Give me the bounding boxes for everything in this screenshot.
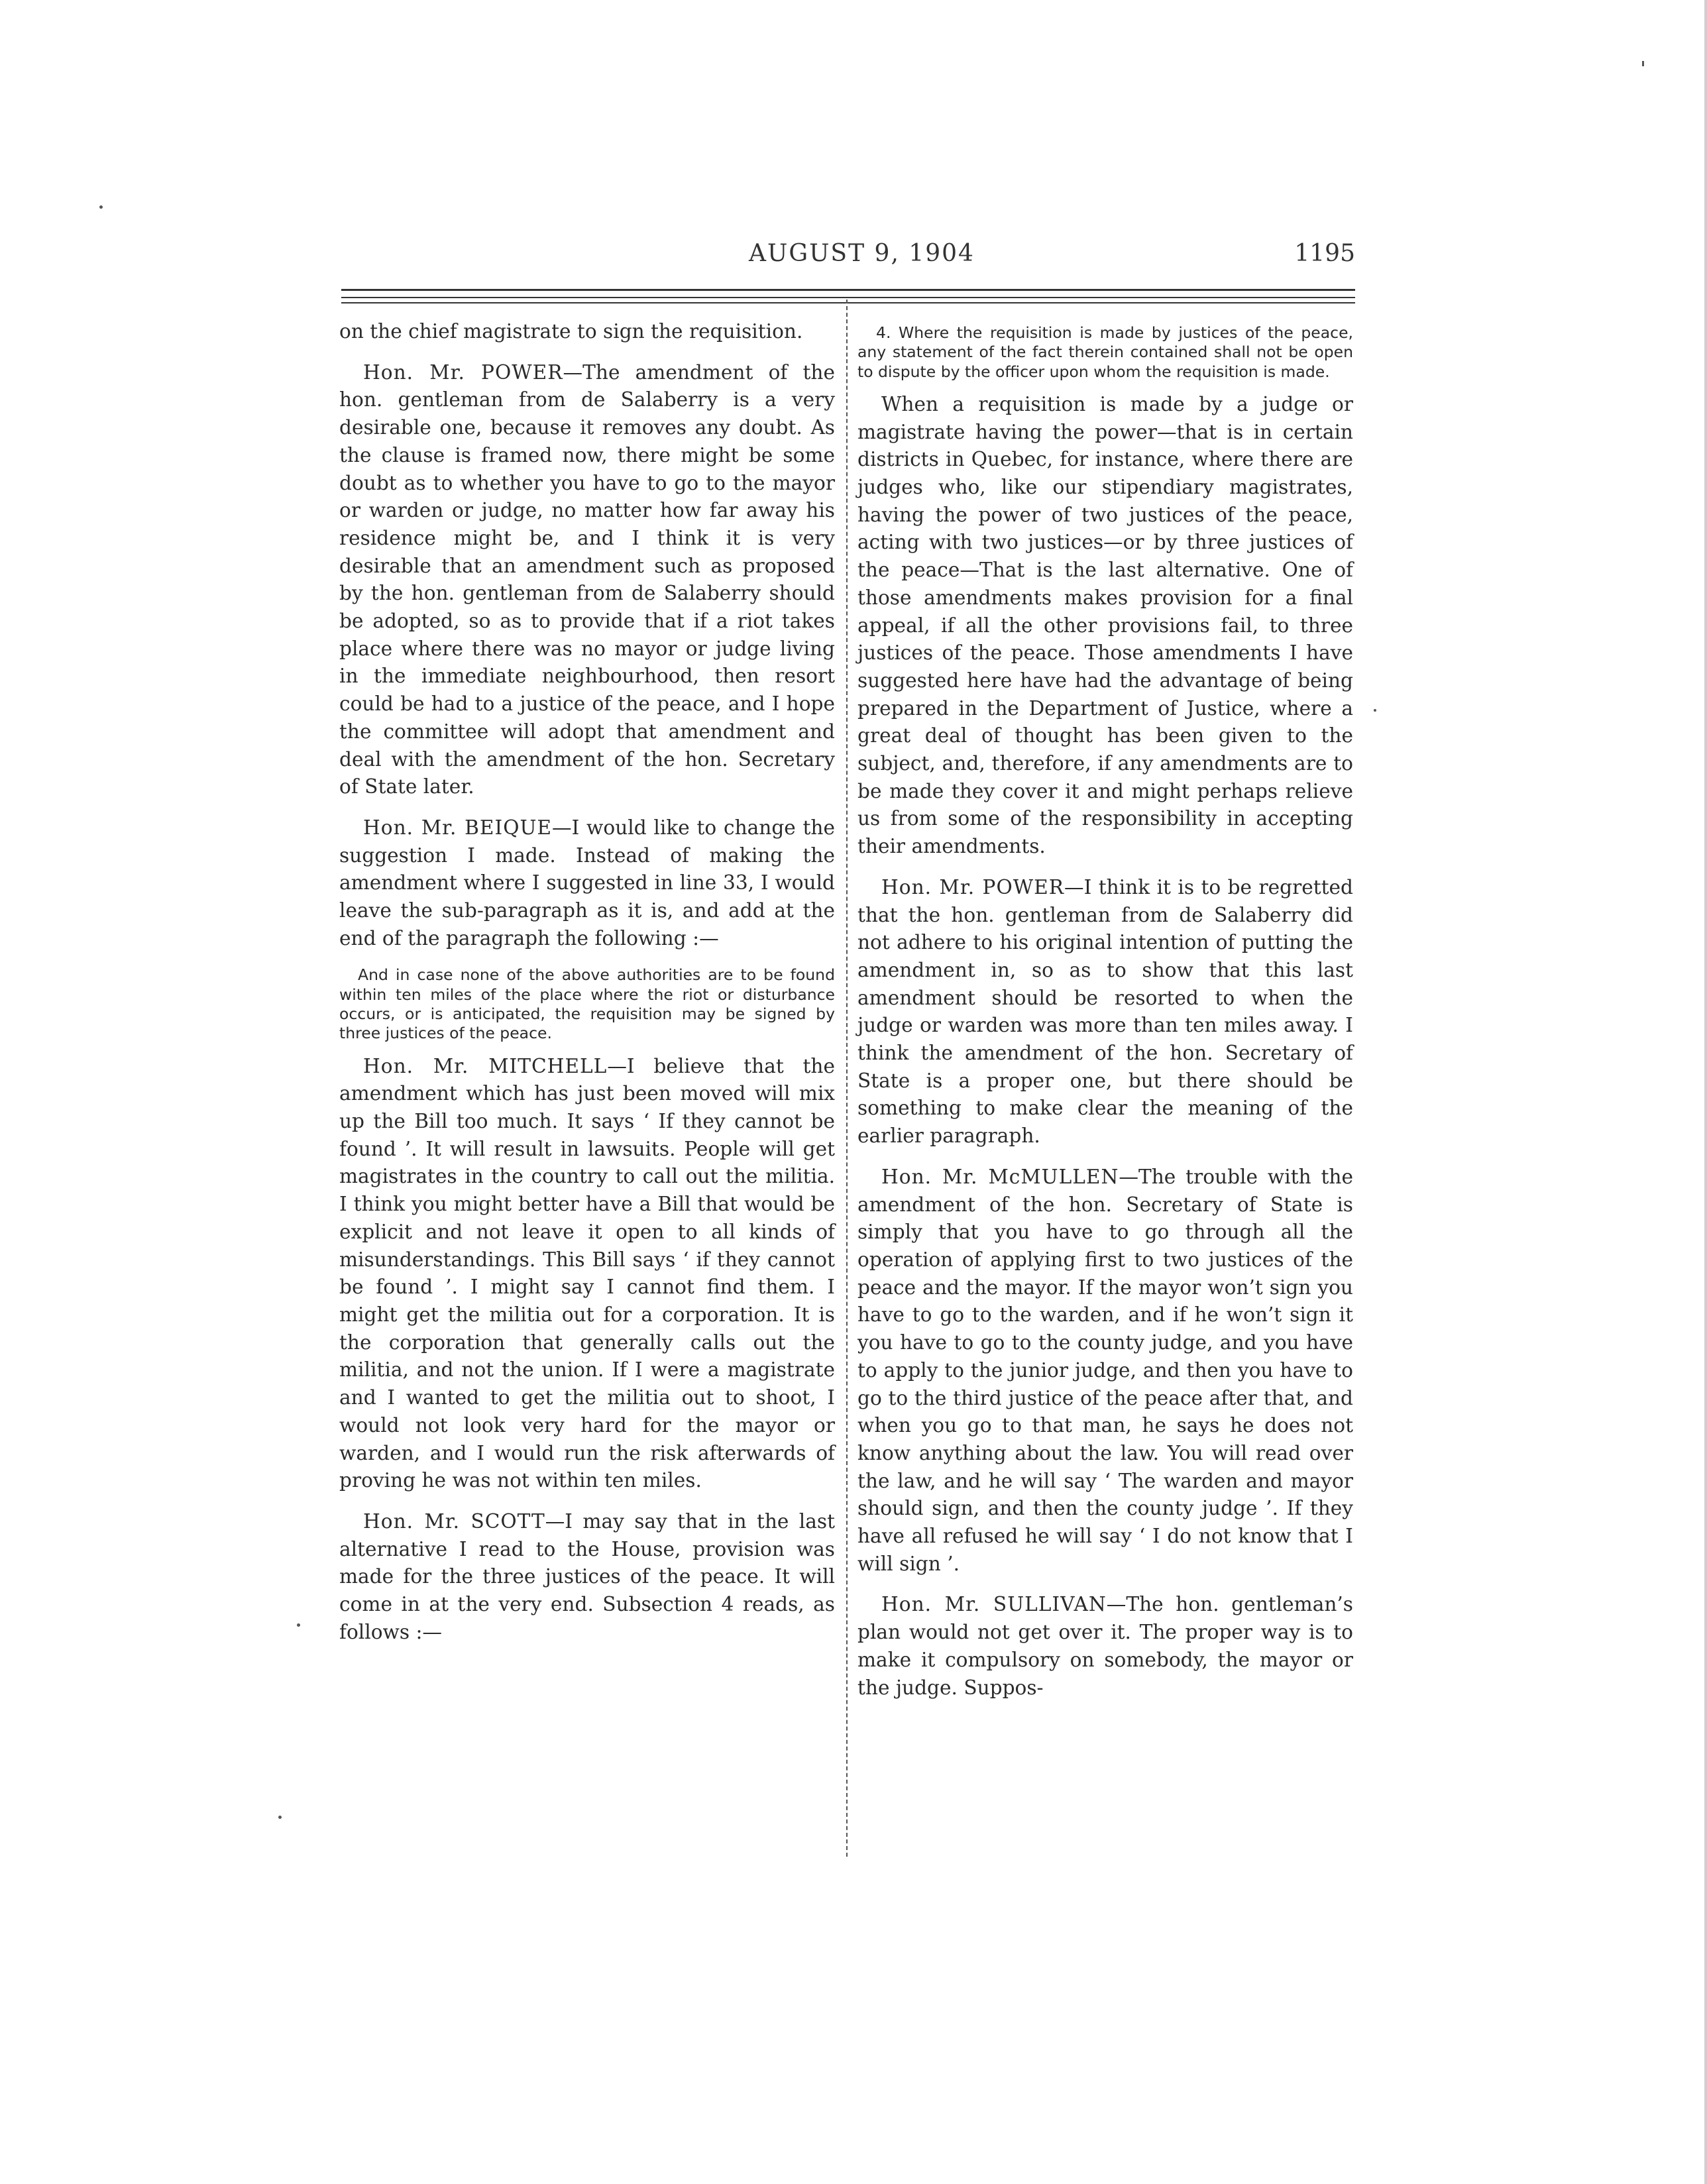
speech-text: —I may say that in the last alternative I read to the House, provision was made for the three justices of the peace. It will come in at the very end. Subsection 4 reads, as follows :— (339, 1509, 835, 1643)
speech-text: —The trouble with the amendment of the hon. Secretary of State is simply that you have to go through all the operation of applying first to two justices of the peace and the mayor. If the mayor won’t sign you have to go to the warden, and if he won’t sign it you have to go to the county judge, and you have to apply to the junior judge, and then you have to go to the third justice of the peace after that, and when you go to that man, he says he does not know anything about the law. You will read over the law, and he will say ‘ The warden and mayor should sign, and then the county judge ’. If they have all refused he will say ‘ I do not know that I will sign ’. (857, 1165, 1353, 1575)
right-column (857, 318, 1353, 1702)
header-rule (341, 297, 1355, 298)
scan-speck (297, 1623, 300, 1627)
header-rule (341, 289, 1355, 291)
speech-text: —The hon. gentleman’s plan would not get over it. The proper way is to make it compulsory on somebody, the mayor or the judge. Suppos- (857, 1593, 1353, 1699)
header-rule (341, 302, 1355, 303)
scan-speck (1642, 61, 1644, 66)
speech-text: —I think it is to be regretted that the hon. gentleman from de Salaberry did not adhere to his original intention of putting the amendment in, so as to show that this last amendment should be resorted to when the judge or warden was more than ten miles away. I think the amendment of the hon. Secretary of State is a proper one, but there should be something to make clear the meaning of the earlier paragraph. (857, 875, 1353, 1148)
scan-speck (1374, 709, 1376, 712)
speech-paragraph (857, 1591, 1353, 1702)
scan-speck (99, 205, 103, 209)
speaker-name: Hon. Mr. POWER (881, 875, 1065, 899)
speaker-name: Hon. Mr. SCOTT (363, 1509, 545, 1533)
paragraph: When a requisition is made by a judge or magistrate having the power—that is in certain districts in Quebec, for instance, where there are judges who, like our stipendiary magistrates, having the power of two justices of the peace, acting with two justices—or by three justices of the peace—That is the last alternative. One of those amendments makes provision for a final appeal, if all the other provisions fail, to three justices of the peace. Those amendments I have suggested here have had the advantage of being prepared in the Department of Justice, where a great deal of thought has been given to the subject, and, therefore, if any amendments are to be made they cover it and might perhaps relieve us from some of the responsibility in accepting their amendments. (857, 392, 1353, 858)
speech-paragraph (857, 874, 1353, 1150)
speaker-name: Hon. Mr. POWER (363, 360, 563, 384)
speech-paragraph (339, 814, 835, 953)
speaker-name: Hon. Mr. BEIQUE (363, 816, 553, 839)
quoted-amendment: And in case none of the above authorities are to be found within ten miles of the place where the riot or disturbance occurs, or is anticipated, the requisition may be signed by three justices of the peace. (339, 965, 835, 1043)
speech-paragraph (339, 1508, 835, 1647)
page-number: 1195 (1294, 240, 1355, 267)
speech-text: —I would like to change the suggestion I made. Instead of making the amendment where I suggested in line 33, I would leave the sub-paragraph as it is, and add at the end of the paragraph the following :— (339, 816, 835, 950)
speech-paragraph (857, 1164, 1353, 1578)
page-date: AUGUST 9, 1904 (749, 240, 975, 267)
left-column (339, 318, 835, 1646)
speech-text: —The amendment of the hon. gentleman from de Salaberry is a very desirable one, because it removes any doubt. As the clause is framed now, there might be some doubt as to whether you have to go to the mayor or warden or judge, no matter how far away his residence might be, and I think it is very desirable that an amendment such as proposed by the hon. gentleman from de Salaberry should be adopted, so as to provide that if a riot takes place where there was no mayor or judge living in the immediate neighbourhood, then resort could be had to a justice of the peace, and I hope the committee will adopt that amendment and deal with the amendment of the hon. Secretary of State later. (339, 360, 835, 798)
scan-speck (278, 1816, 282, 1819)
speaker-name: Hon. Mr. McMULLEN (881, 1165, 1119, 1188)
speech-paragraph (339, 359, 835, 801)
speaker-name: Hon. Mr. MITCHELL (363, 1054, 608, 1077)
speech-text: —I believe that the amendment which has just been moved will mix up the Bill too much. It says ‘ If they cannot be found ’. It will result in lawsuits. People will get magistrates in the country to call out the militia. I think you might better have a Bill that would be explicit and not leave it open to all kinds of misunderstandings. This Bill says ‘ if they cannot be found ’. I might say I cannot find them. I might get the militia out for a corporation. It is the corporation that generally calls out the militia, and not the union. If I were a magistrate and I wanted to get the militia out to shoot, I would not look very hard for the mayor or warden, and I would run the risk afterwards of proving he was not within ten miles. (339, 1054, 835, 1492)
speaker-name: Hon. Mr. SULLIVAN (881, 1593, 1107, 1616)
speech-paragraph (339, 1053, 835, 1495)
paragraph: on the chief magistrate to sign the requisition. (339, 320, 803, 343)
page-header (341, 240, 1355, 280)
column-divider (846, 300, 848, 1857)
quoted-subsection: 4. Where the requisition is made by justices of the peace, any statement of the fact therein contained shall not be open to dispute by the officer upon whom the requisition is made. (857, 323, 1353, 381)
